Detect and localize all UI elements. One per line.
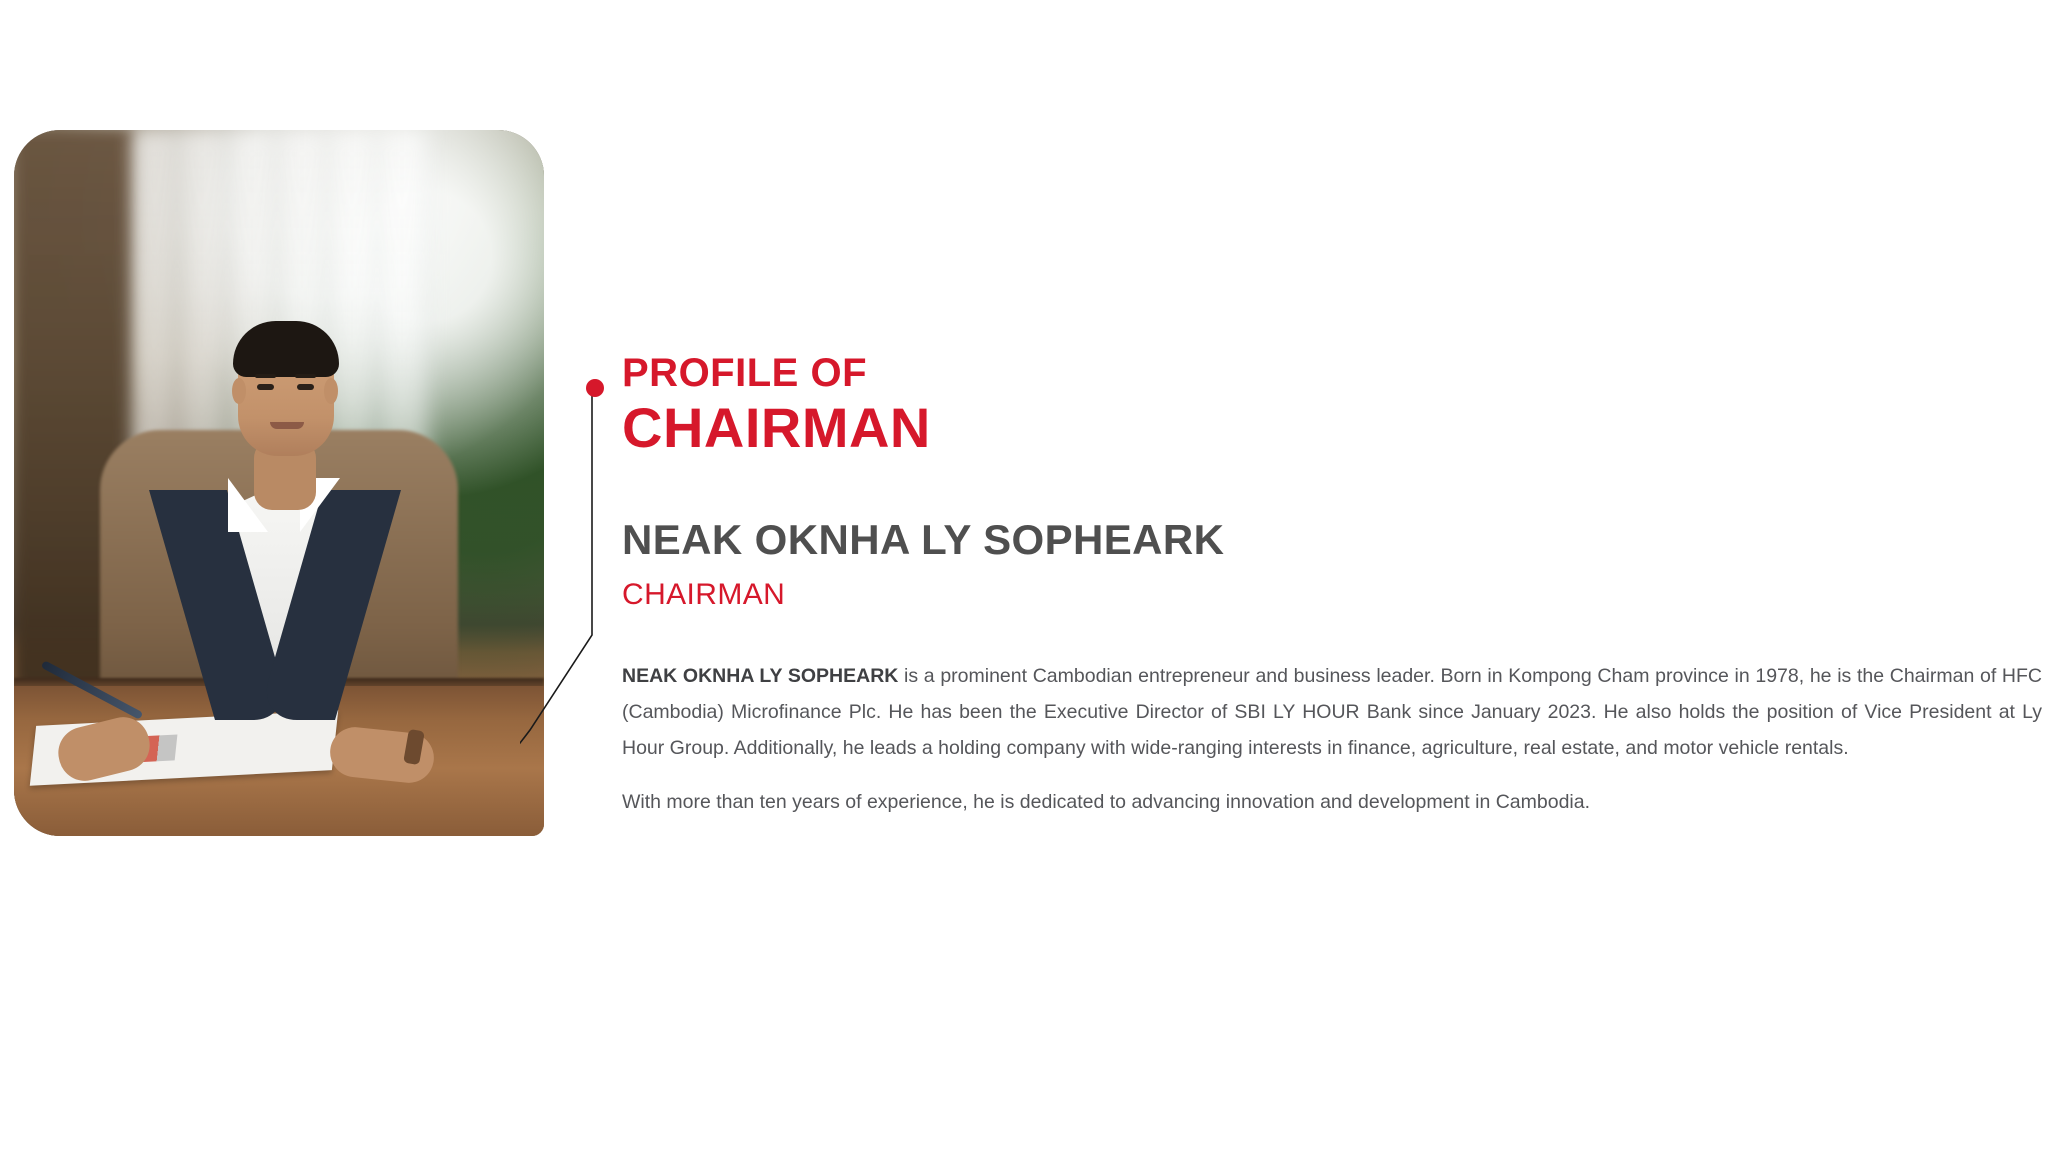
connector-dot	[586, 379, 604, 397]
person-title: CHAIRMAN	[622, 577, 786, 611]
portrait-photo	[14, 130, 544, 836]
portrait-mouth	[270, 422, 304, 429]
bio-paragraph-1-text: is a prominent Cambodian entrepreneur and business leader. Born in Kompong Cham province in 1978, he is the Chairman of HFC (Cambodia) Microfinance Plc. He has been the Executive Director of SBI LY HOUR Bank since January 2023. He also holds the position of Vice President at Ly Hour Group. Additionally, he leads a holding company with wide-ranging interests in finance, agriculture, real estate, and motor vehicle rentals.	[622, 664, 2042, 760]
eyebrow-text: PROFILE OF	[622, 351, 867, 395]
page-title: CHAIRMAN	[622, 396, 931, 460]
portrait-brow-right	[295, 374, 316, 378]
portrait-eye-left	[257, 384, 274, 390]
person-name: NEAK OKNHA LY SOPHEARK	[622, 515, 1225, 563]
portrait-eye-right	[297, 384, 314, 390]
bio-lead-name: NEAK OKNHA LY SOPHEARK	[622, 664, 899, 687]
portrait-ear-right	[324, 378, 338, 404]
portrait-ear-left	[232, 378, 246, 404]
bio-paragraph-1	[622, 658, 2042, 766]
portrait-brow-left	[255, 374, 276, 378]
bio-paragraph-2: With more than ten years of experience, he is dedicated to advancing innovation and development in Cambodia.	[622, 791, 1591, 814]
profile-text-block	[622, 352, 2042, 820]
chairman-portrait	[14, 130, 544, 836]
